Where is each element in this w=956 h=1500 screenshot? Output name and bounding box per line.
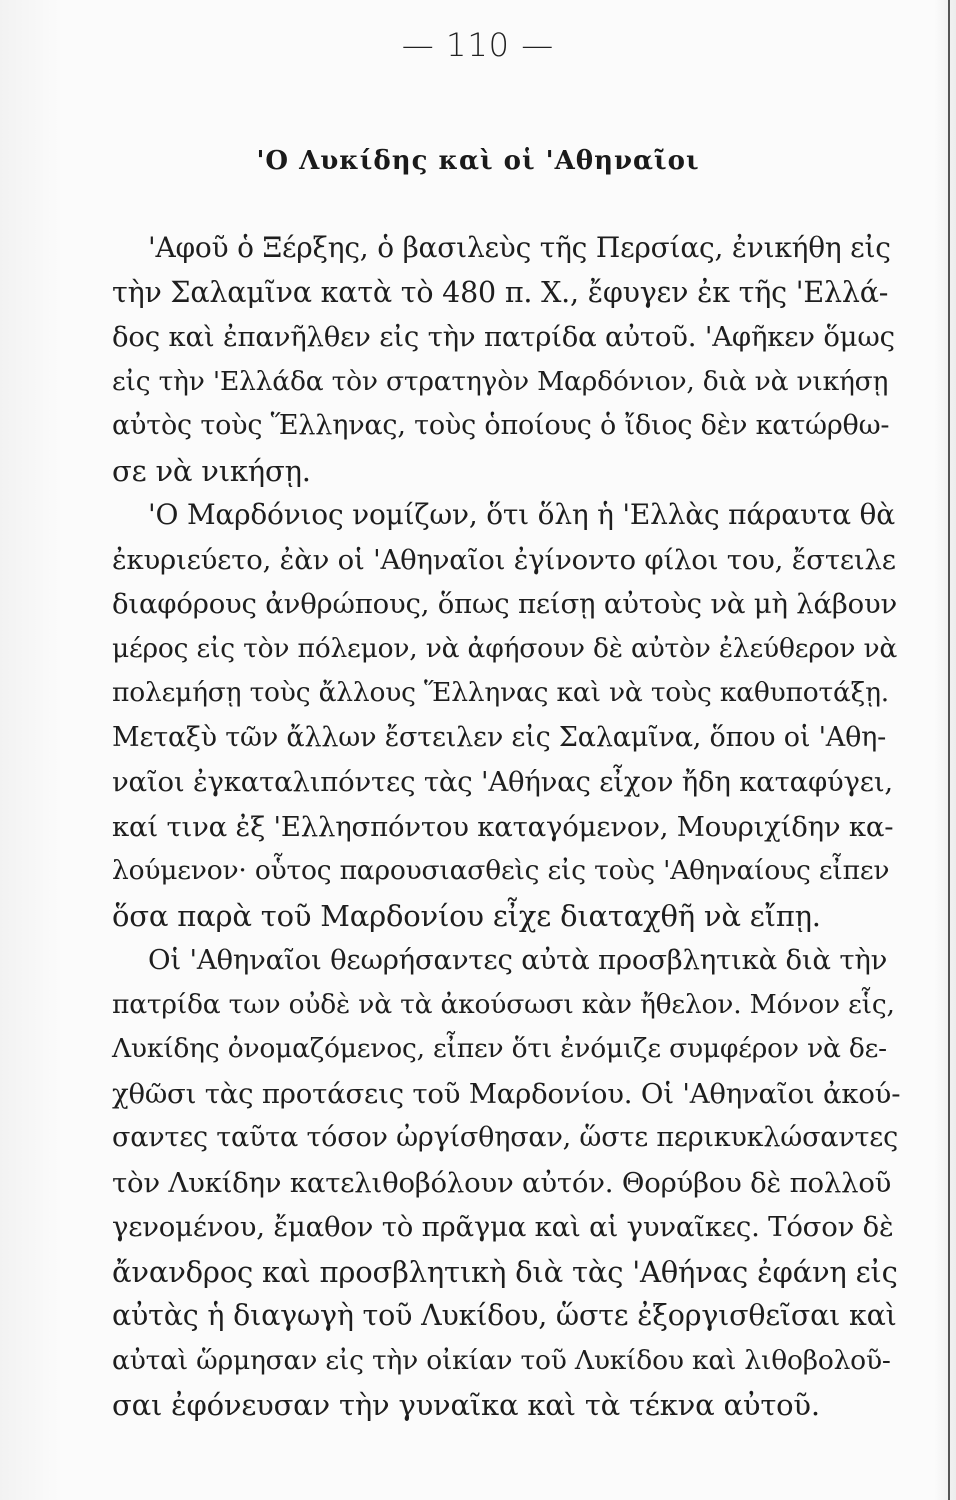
text-line: ὅσα παρὰ τοῦ Μαρδονίου εἶχε διαταχθῆ νὰ εἴπῃ. (112, 898, 821, 933)
text-line: καί τινα ἐξ 'Ελλησπόντου καταγόμενον, Μουριχίδην κα- (112, 810, 894, 843)
text-line: σαι ἐφόνευσαν τὴν γυναῖκα καὶ τὰ τέκνα αὐτοῦ. (112, 1388, 820, 1422)
text-line: Οἱ 'Αθηναῖοι θεωρήσαντες αὐτὰ προσβλητικὰ διὰ τὴν (148, 944, 888, 976)
text-line: τὸν Λυκίδην κατελιθοβόλουν αὐτόν. Θορύβου δὲ πολλοῦ (112, 1166, 892, 1199)
text-line: αὐτὰς ἡ διαγωγὴ τοῦ Λυκίδου, ὥστε ἐξοργισθεῖσαι καὶ (112, 1299, 897, 1332)
chapter-title: 'Ο Λυκίδης καὶ οἱ 'Αθηναῖοι (256, 146, 700, 176)
text-line: σε νὰ νικήσῃ. (112, 453, 311, 488)
body-text (112, 226, 900, 1428)
text-line: τὴν Σαλαμῖνα κατὰ τὸ 480 π. Χ., ἔφυγεν ἐκ τῆς 'Ελλά- (112, 275, 889, 309)
text-line: 'Ο Μαρδόνιος νομίζων, ὅτι ὅλη ἡ 'Ελλὰς πάραυτα θὰ (148, 498, 895, 531)
text-line: αὐταὶ ὥρμησαν εἰς τὴν οἰκίαν τοῦ Λυκίδου καὶ λιθοβολοῦ- (112, 1344, 891, 1376)
text-line: λούμενον· οὗτος παρουσιασθεὶς εἰς τοὺς 'Αθηναίους εἶπεν (112, 855, 890, 886)
text-line: διαφόρους ἀνθρώπους, ὅπως πείσῃ αὐτοὺς νὰ μὴ λάβουν (112, 588, 897, 620)
text-line: πατρίδα των οὐδὲ νὰ τὰ ἀκούσωσι κὰν ἤθελον. Μόνον εἷς, (112, 988, 895, 1020)
page-number: — 110 — (401, 26, 555, 64)
text-line: 'Αφοῦ ὁ Ξέρξης, ὁ βασιλεὺς τῆς Περσίας, ἐνικήθη εἰς (148, 231, 891, 264)
text-line: ναῖοι ἐγκαταλιπόντες τὰς 'Αθήνας εἶχον ἤδη καταφύγει, (112, 766, 893, 798)
text-line: Λυκίδης ὀνομαζόμενος, εἶπεν ὅτι ἐνόμιζε συμφέρον νὰ δε- (112, 1033, 887, 1064)
page-edge-divider (948, 0, 950, 1500)
text-line: ἐκυριεύετο, ἐὰν οἱ 'Αθηναῖοι ἐγίνοντο φίλοι του, ἔστειλε (112, 543, 896, 576)
text-line: χθῶσι τὰς προτάσεις τοῦ Μαρδονίου. Οἱ 'Αθηναῖοι ἀκού- (112, 1077, 901, 1110)
text-line: ἄνανδρος καὶ προσβλητικὴ διὰ τὰς 'Αθήνας ἐφάνη εἰς (112, 1254, 898, 1289)
text-line: πολεμήσῃ τοὺς ἄλλους Ἕλληνας καὶ νὰ τοὺς καθυποτάξῃ. (112, 677, 889, 708)
text-line: σαντες ταῦτα τόσον ὠργίσθησαν, ὥστε περικυκλώσαντες (112, 1122, 898, 1153)
text-line: Μεταξὺ τῶν ἄλλων ἔστειλεν εἰς Σαλαμῖνα, ὅπου οἱ 'Αθη- (112, 721, 887, 753)
text-line: δος καὶ ἐπανῆλθεν εἰς τὴν πατρίδα αὐτοῦ. 'Αφῆκεν ὅμως (112, 321, 895, 353)
text-line: εἰς τὴν 'Ελλάδα τὸν στρατηγὸν Μαρδόνιον, διὰ νὰ νικήσῃ (112, 365, 889, 397)
text-line: μέρος εἰς τὸν πόλεμον, νὰ ἀφήσουν δὲ αὐτὸν ἐλεύθερον νὰ (112, 632, 898, 664)
text-line: αὐτὸς τοὺς Ἕλληνας, τοὺς ὁποίους ὁ ἴδιος δὲν κατώρθω- (112, 410, 890, 441)
text-line: γενομένου, ἔμαθον τὸ πρᾶγμα καὶ αἱ γυναῖκες. Τόσον δὲ (112, 1211, 894, 1243)
